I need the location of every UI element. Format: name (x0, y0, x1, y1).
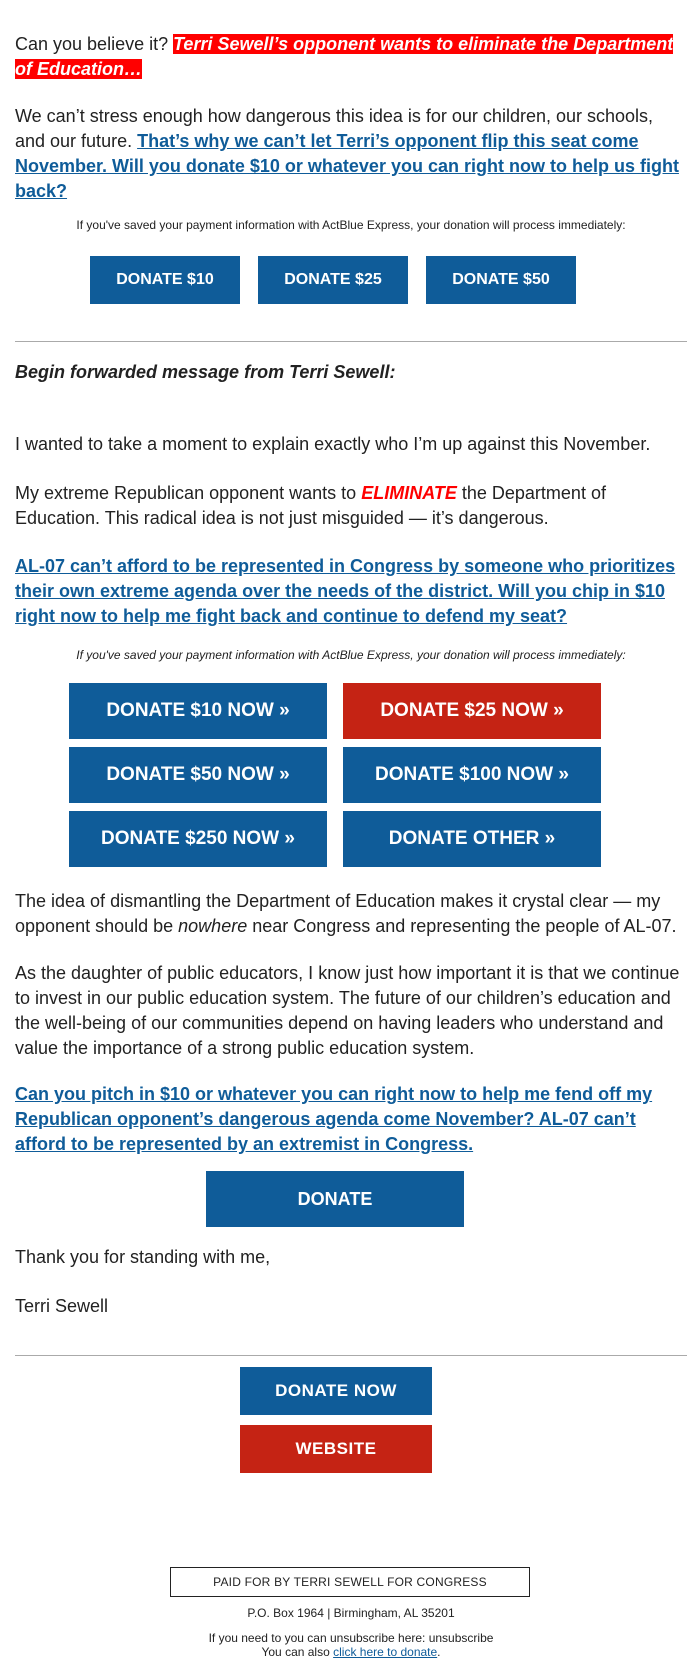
para-1 (15, 104, 687, 204)
signoff: Thank you for standing with me, (15, 1247, 271, 1267)
intro-lead: Can you believe it? (15, 34, 174, 54)
para-4-donate-link[interactable]: AL-07 can’t afford to be represented in Congress by someone who prioritizes their own extreme agenda over the needs of the district. Will you chip in $10 right now to help me fight back and continue to defend my seat? (15, 556, 676, 626)
donate-250-now-button[interactable]: DONATE $250 NOW » (69, 811, 327, 867)
para-3-after: the Department of Education. This radical idea is not just misguided — it’s dangerous. (15, 483, 606, 528)
para-1-text: We can’t stress enough how dangerous this idea is for our children, our schools, and our future. (15, 106, 654, 151)
para-4 (15, 554, 687, 629)
donate-50-button[interactable]: DONATE $50 (426, 256, 576, 304)
footer-donate-now-button[interactable]: DONATE NOW (240, 1367, 432, 1415)
donate-50-now-button[interactable]: DONATE $50 NOW » (69, 747, 327, 803)
footer-unsubscribe: If you need to you can unsubscribe here: unsubscribe (208, 1631, 494, 1645)
para-5 (15, 889, 687, 939)
donate-25-button[interactable]: DONATE $25 (258, 256, 408, 304)
para-3-before: My extreme Republican opponent wants to (15, 483, 362, 503)
footer-also-prefix: You can also (261, 1645, 334, 1659)
donate-other-button[interactable]: DONATE OTHER » (343, 811, 601, 867)
donate-25-now-button[interactable]: DONATE $25 NOW » (343, 683, 601, 739)
para-2: I wanted to take a moment to explain exactly who I’m up against this November. (15, 434, 651, 454)
paid-for-disclaimer: PAID FOR BY TERRI SEWELL FOR CONGRESS (170, 1567, 530, 1597)
divider-1 (15, 341, 687, 342)
footer-address: P.O. Box 1964 | Birmingham, AL 35201 (247, 1606, 455, 1620)
para-5-emphasis: nowhere (178, 916, 248, 936)
footer-also-line (15, 1645, 687, 1659)
intro-highlight: Terri Sewell’s opponent wants to eliminate the Department of Education… (15, 34, 674, 79)
divider-2 (15, 1355, 687, 1356)
para-7 (15, 1082, 687, 1157)
para-3-emphasis: ELIMINATE (361, 483, 457, 503)
donate-10-now-button[interactable]: DONATE $10 NOW » (69, 683, 327, 739)
express-note-2: If you've saved your payment information with ActBlue Express, your donation will process immediately: (76, 648, 626, 662)
forwarded-heading: Begin forwarded message from Terri Sewell: (15, 362, 396, 382)
para-5-before: The idea of dismantling the Department of Education makes it crystal clear — my opponent should be (15, 891, 661, 936)
donate-main-button[interactable]: DONATE (206, 1171, 464, 1227)
signature: Terri Sewell (15, 1296, 109, 1316)
footer-website-button[interactable]: WEBSITE (240, 1425, 432, 1473)
para-5-after: near Congress and representing the people of AL-07. (247, 916, 677, 936)
express-note-1: If you've saved your payment information with ActBlue Express, your donation will process immediately: (76, 218, 626, 232)
donate-10-button[interactable]: DONATE $10 (90, 256, 240, 304)
para-1-donate-link[interactable]: That’s why we can’t let Terri’s opponent flip this seat come November. Will you donate $10 or whatever you can right now to help us fight back? (15, 131, 679, 201)
intro-paragraph (15, 32, 687, 82)
para-3 (15, 481, 687, 531)
footer-also-suffix: . (437, 1645, 441, 1659)
para-6: As the daughter of public educators, I know just how important it is that we continue to invest in our public education system. The future of our children’s education and the well-being of our communities depend on having leaders who understand and value the importance of a strong public education system. (15, 963, 680, 1058)
para-7-donate-link[interactable]: Can you pitch in $10 or whatever you can right now to help me fend off my Republican opponent’s dangerous agenda come November? AL-07 can’t afford to be represented by an extremist in Congress. (15, 1084, 653, 1154)
footer-click-to-donate-link[interactable]: click here to donate (333, 1645, 438, 1659)
donate-100-now-button[interactable]: DONATE $100 NOW » (343, 747, 601, 803)
